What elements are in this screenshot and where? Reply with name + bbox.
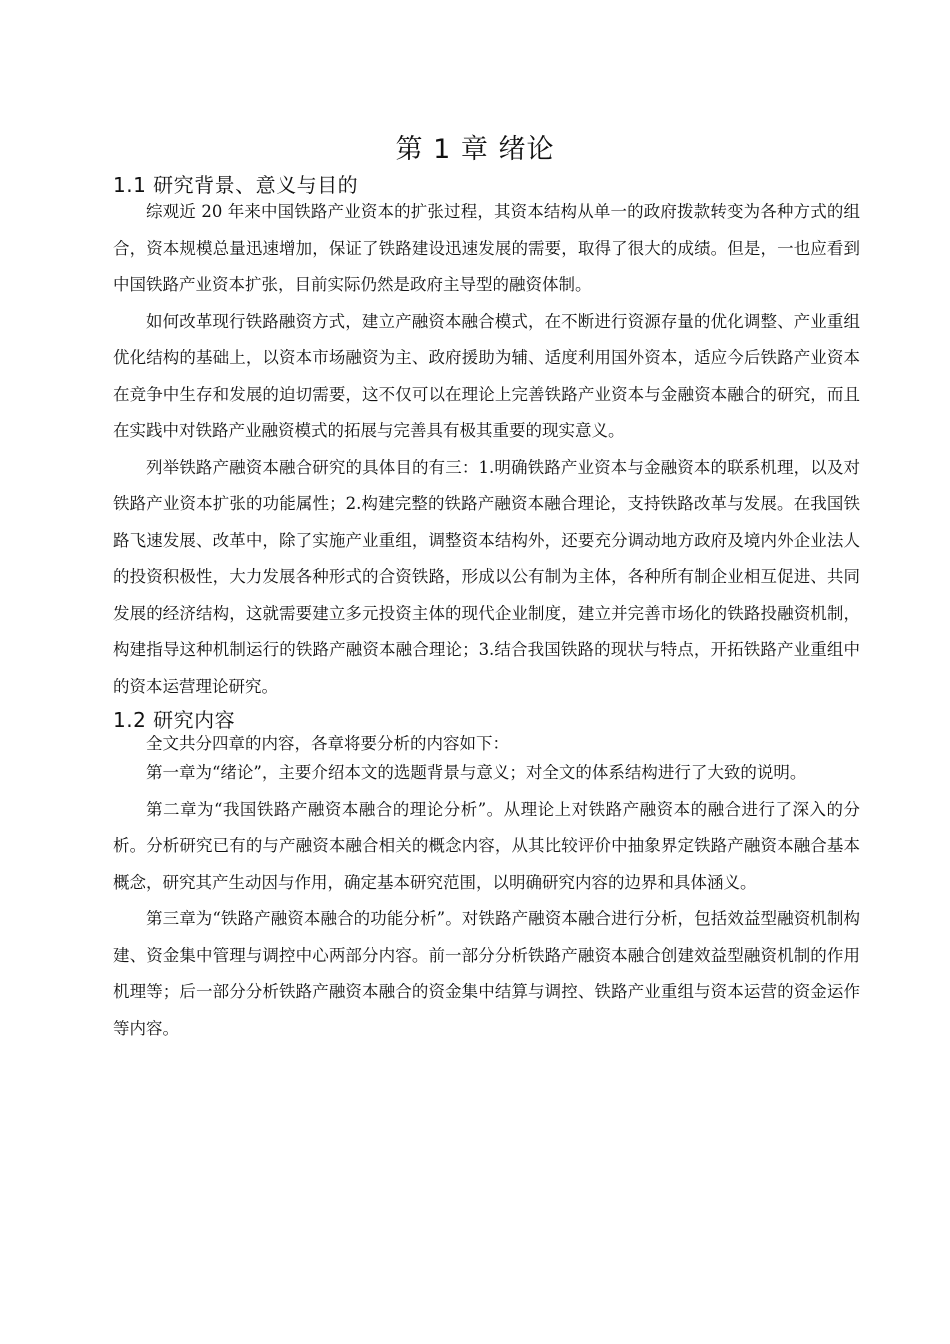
paragraph: 第二章为“我国铁路产融资本融合的理论分析”。从理论上对铁路产融资本的融合进行了深入的分析。分析研究已有的与产融资本融合相关的概念内容，从其比较评价中抽象界定铁路产融资本融合基本概念，研究其产生动因与作用，确定基本研究范围，以明确研究内容的边界和具体涵义。	[113, 799, 860, 892]
paragraph: 如何改革现行铁路融资方式，建立产融资本融合模式，在不断进行资源存量的优化调整、产业重组优化结构的基础上，以资本市场融资为主、政府援助为辅、适度利用国外资本，适应今后铁路产业资本在竞争中生存和发展的迫切需要，这不仅可以在理论上完善铁路产业资本与金融资本融合的研究，而且在实践中对铁路产业融资模式的拓展与完善具有极其重要的现实意义。	[113, 311, 860, 440]
section-1-2	[113, 707, 860, 1047]
document-body	[113, 172, 860, 1047]
section-heading: 1.2 研究内容	[113, 708, 236, 732]
paragraph: 全文共分四章的内容，各章将要分析的内容如下：	[146, 734, 509, 753]
section-1-1	[113, 172, 860, 705]
section-heading: 1.1 研究背景、意义与目的	[113, 173, 359, 197]
paragraph: 综观近 20 年来中国铁路产业资本的扩张过程，其资本结构从单一的政府拨款转变为各种方式的组合，资本规模总量迅速增加，保证了铁路建设迅速发展的需要，取得了很大的成绩。但是，一也应看到中国铁路产业资本扩张，目前实际仍然是政府主导型的融资体制。	[113, 202, 860, 294]
paragraph: 第三章为“铁路产融资本融合的功能分析”。对铁路产融资本融合进行分析，包括效益型融资机制构建、资金集中管理与调控中心两部分内容。前一部分分析铁路产融资本融合创建效益型融资机制的作用机理等；后一部分分析铁路产融资本融合的资金集中结算与调控、铁路产业重组与资本运营的资金运作等内容。	[113, 909, 860, 1038]
chapter-title: 第 1 章 绪论	[395, 134, 555, 165]
paragraph: 列举铁路产融资本融合研究的具体目的有三：1.明确铁路产业资本与金融资本的联系机理，以及对铁路产业资本扩张的功能属性；2.构建完整的铁路产融资本融合理论，支持铁路改革与发展。在我国铁路飞速发展、改革中，除了实施产业重组，调整资本结构外，还要充分调动地方政府及境内外企业法人的投资积极性，大力发展各种形式的合资铁路，形成以公有制为主体，各种所有制企业相互促进、共同发展的经济结构，这就需要建立多元投资主体的现代企业制度，建立并完善市场化的铁路投融资机制，构建指导这种机制运行的铁路产融资本融合理论；3.结合我国铁路的现状与特点，开拓铁路产业重组中的资本运营理论研究。	[113, 457, 860, 696]
paragraph: 第一章为“绪论”，主要介绍本文的选题背景与意义；对全文的体系结构进行了大致的说明。	[146, 763, 807, 782]
